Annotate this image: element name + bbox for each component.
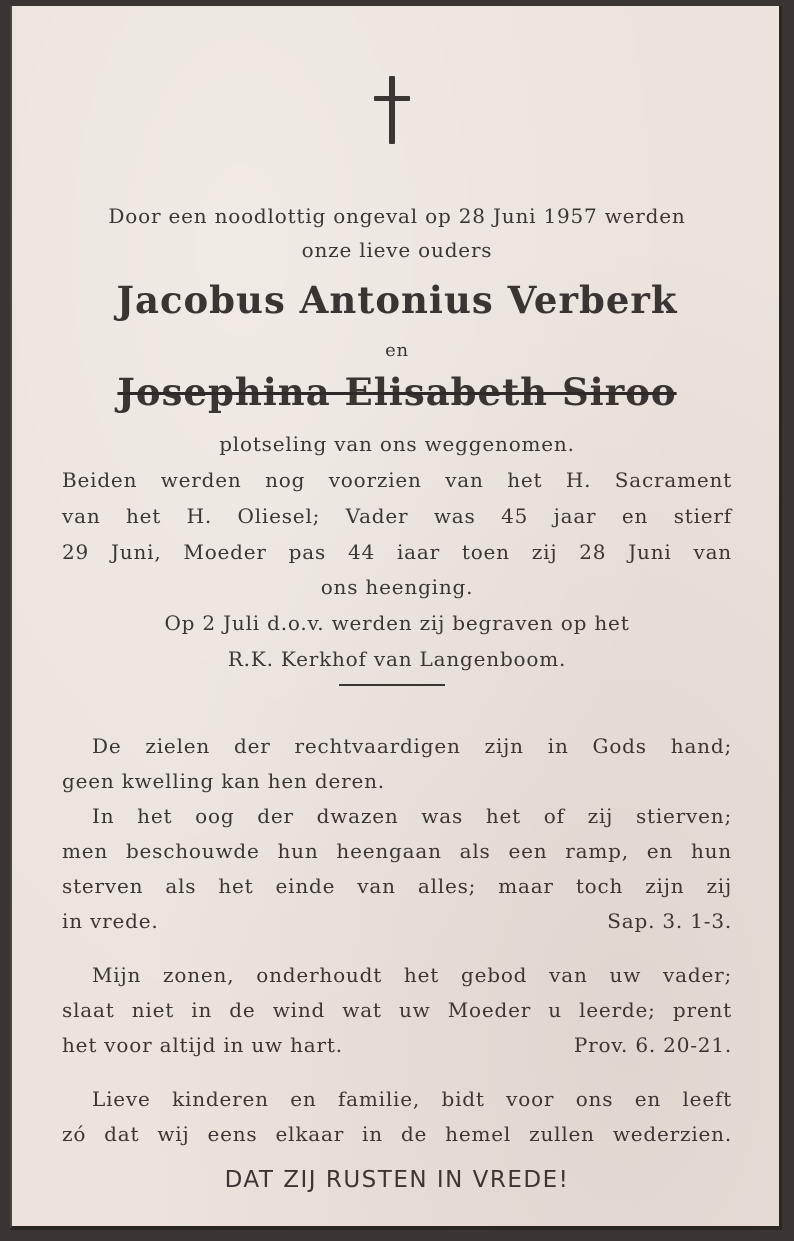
verse1-line-3: In het oog der dwazen was het of zij stierven; xyxy=(92,804,732,828)
intro-line-1: Door een noodlottig ongeval op 28 Juni 1957 werden xyxy=(108,204,686,228)
final-line: DAT ZIJ RUSTEN IN VREDE! xyxy=(224,1167,570,1193)
body-line-7: R.K. Kerkhof van Langenboom. xyxy=(227,647,567,671)
closing-line-1: Lieve kinderen en familie, bidt voor ons en leeft xyxy=(92,1087,732,1111)
verse1-reference: Sap. 3. 1-3. xyxy=(607,909,732,933)
body-line-2: Beiden werden nog voorzien van het H. Sacrament xyxy=(62,468,732,492)
body-line-6: Op 2 Juli d.o.v. werden zij begraven op het xyxy=(164,611,630,635)
body-line-4: 29 Juni, Moeder pas 44 iaar toen zij 28 Juni van xyxy=(62,540,732,564)
verse1-line-4: men beschouwde hun heengaan als een ramp, en hun xyxy=(62,839,732,863)
verse2-line-2: slaat niet in de wind wat uw Moeder u leerde; prent xyxy=(62,998,732,1022)
body-line-5: ons heenging. xyxy=(320,575,474,599)
memorial-card xyxy=(10,6,782,1230)
name-father: Jacobus Antonius Verberk xyxy=(116,278,678,322)
divider xyxy=(339,684,445,686)
verse2-line-3-row xyxy=(62,1032,732,1058)
intro-line-2: onze lieve ouders xyxy=(301,238,493,262)
cross-icon xyxy=(374,76,410,146)
connector-en: en xyxy=(385,340,409,361)
closing-line-2: zó dat wij eens elkaar in de hemel zullen wederzien. xyxy=(62,1122,732,1146)
verse1-line-6-row xyxy=(62,908,732,934)
verse2-line-1: Mijn zonen, onderhoudt het gebod van uw vader; xyxy=(92,963,732,987)
body-line-1: plotseling van ons weggenomen. xyxy=(219,432,575,456)
name-mother: Josephina Elisabeth Siroo xyxy=(117,370,677,414)
body-line-3: van het H. Oliesel; Vader was 45 jaar en stierf xyxy=(62,504,732,528)
verse2-reference: Prov. 6. 20-21. xyxy=(573,1033,732,1057)
verse1-line-2: geen kwelling kan hen deren. xyxy=(62,769,385,793)
verse1-line-1: De zielen der rechtvaardigen zijn in Gods hand; xyxy=(92,734,732,758)
verse1-line-6: in vrede. xyxy=(62,909,159,933)
verse2-line-3: het voor altijd in uw hart. xyxy=(62,1033,343,1057)
name-mother-wrapper xyxy=(52,370,742,414)
verse1-line-5: sterven als het einde van alles; maar toch zijn zij xyxy=(62,874,732,898)
